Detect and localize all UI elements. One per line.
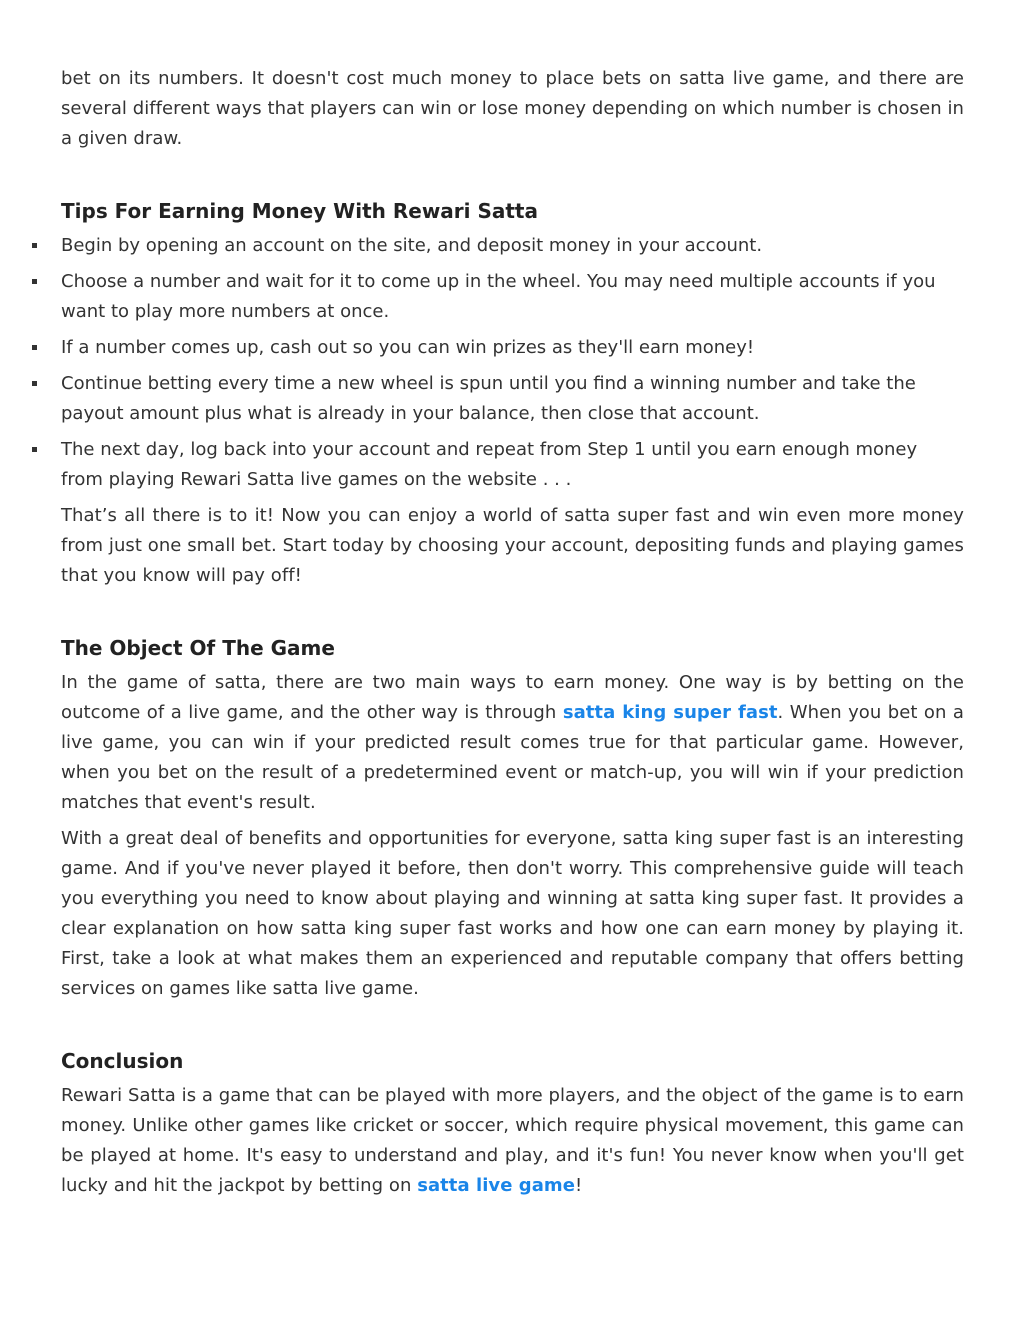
object-text-before-link: In the game of satta, there are two main ways to earn money. One way is by betting on the outcome of a live game, and the other way is through xyxy=(61,672,964,723)
section-spacer xyxy=(61,1010,964,1046)
list-item xyxy=(61,435,964,495)
list-item xyxy=(61,333,964,363)
object-text-after-link: . When you bet on a live game, you can win if your predicted result comes true for that particular game. However, when you bet on the result of a predetermined event or match-up, you will win if your prediction matches that event's result. xyxy=(61,702,964,813)
list-item-text: Begin by opening an account on the site, and deposit money in your account. xyxy=(61,235,763,256)
bullet-icon xyxy=(32,345,37,350)
tips-heading: Tips For Earning Money With Rewari Satta xyxy=(61,199,538,223)
list-item-text: Continue betting every time a new wheel is spun until you find a winning number and take the payout amount plus what is already in your balance, then close that account. xyxy=(61,373,916,424)
bullet-icon xyxy=(32,381,37,386)
list-item-text: If a number comes up, cash out so you can win prizes as they'll earn money! xyxy=(61,337,755,358)
conclusion-paragraph xyxy=(61,1081,964,1201)
article-body xyxy=(61,64,964,1207)
conclusion-text-after-link: ! xyxy=(574,1175,583,1196)
section-spacer xyxy=(61,160,964,196)
tips-closing-paragraph: That’s all there is to it! Now you can enjoy a world of satta super fast and win even more money from just one small bet. Start today by choosing your account, depositing funds and playing games that you know will pay off! xyxy=(61,505,964,586)
section-spacer xyxy=(61,597,964,633)
object-heading: The Object Of The Game xyxy=(61,636,335,660)
conclusion-heading: Conclusion xyxy=(61,1049,184,1073)
object-paragraph-1 xyxy=(61,668,964,818)
bullet-icon xyxy=(32,447,37,452)
intro-paragraph: bet on its numbers. It doesn't cost much money to place bets on satta live game, and there are several different ways that players can win or lose money depending on which number is chosen in a given draw. xyxy=(61,68,964,149)
satta-live-game-link[interactable]: satta live game xyxy=(417,1175,575,1196)
list-item xyxy=(61,267,964,327)
bullet-icon xyxy=(32,279,37,284)
list-item-text: Choose a number and wait for it to come up in the wheel. You may need multiple accounts if you want to play more numbers at once. xyxy=(61,271,936,322)
list-item-text: The next day, log back into your account and repeat from Step 1 until you earn enough money from playing Rewari Satta live games on the website . . . xyxy=(61,439,918,490)
tips-list xyxy=(61,231,964,495)
list-item xyxy=(61,369,964,429)
bullet-icon xyxy=(32,243,37,248)
conclusion-text-before-link: Rewari Satta is a game that can be played with more players, and the object of the game is to earn money. Unlike other games like cricket or soccer, which require physical movement, this game can be played at home. It's easy to understand and play, and it's fun! You never know when you'll get lucky and hit the jackpot by betting on xyxy=(61,1085,964,1196)
list-item xyxy=(61,231,964,261)
satta-king-super-fast-link[interactable]: satta king super fast xyxy=(562,702,778,723)
object-paragraph-2: With a great deal of benefits and opportunities for everyone, satta king super fast is an interesting game. And if you've never played it before, then don't worry. This comprehensive guide will teach you everything you need to know about playing and winning at satta king super fast. It provides a clear explanation on how satta king super fast works and how one can earn money by playing it. First, take a look at what makes them an experienced and reputable company that offers betting services on games like satta live game. xyxy=(61,828,964,999)
